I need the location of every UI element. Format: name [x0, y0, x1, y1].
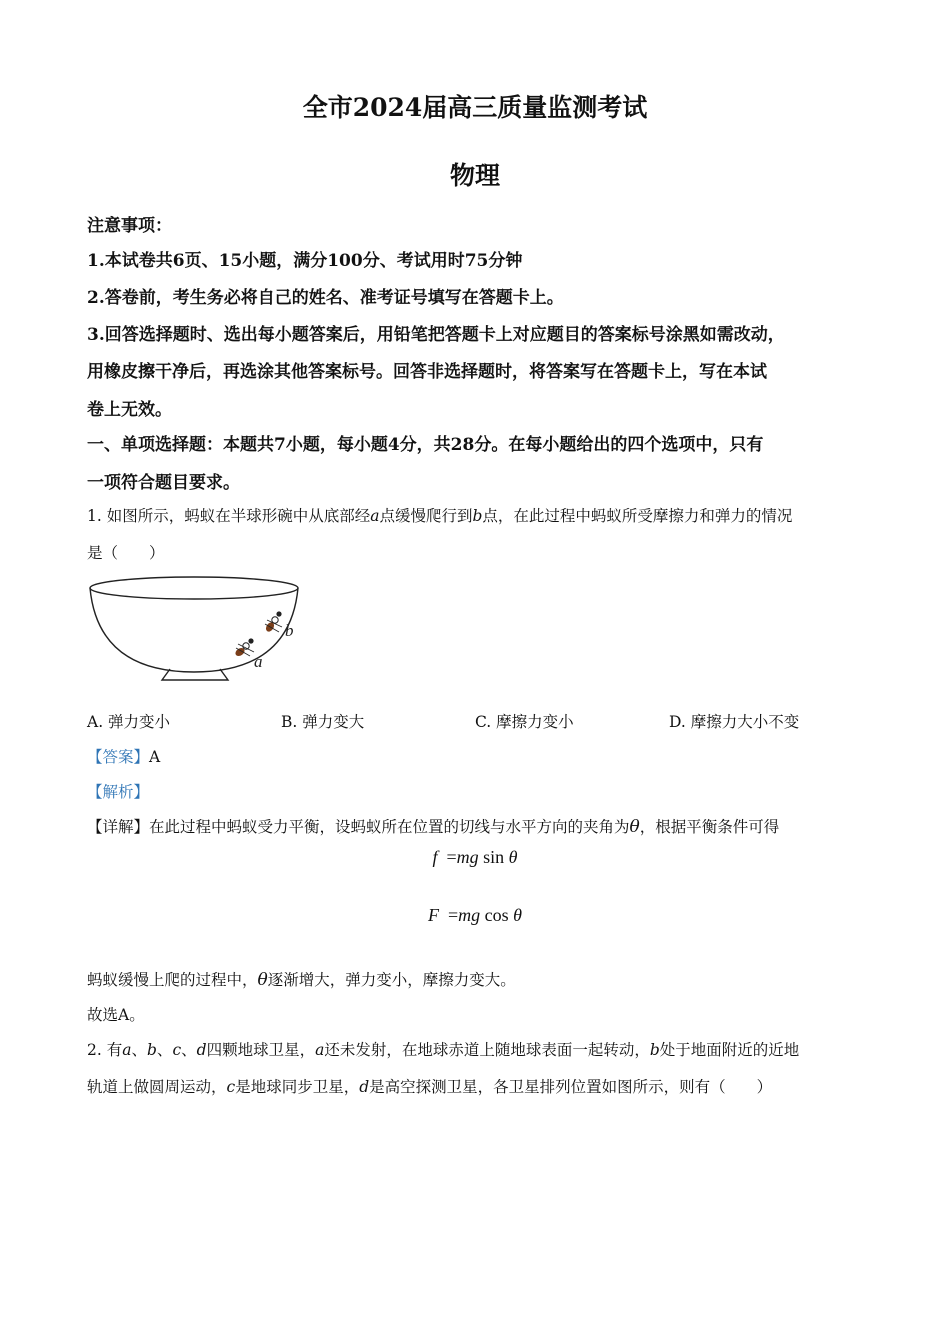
bowl-rim — [90, 577, 298, 599]
notice-heading: 注意事项： — [87, 216, 172, 236]
equation-friction: f =mg sin θ — [432, 847, 518, 867]
analysis-tag: 【解析】 — [87, 783, 150, 801]
section-heading-line-2: 一项符合题目要求。 — [87, 473, 240, 493]
detail-line: 【详解】在此过程中蚂蚁受力平衡，设蚂蚁所在位置的切线与水平方向的夹角为θ，根据平衡条件可得 — [87, 817, 780, 837]
option-a: A. 弹力变小 — [87, 713, 171, 731]
point-b-label: b — [285, 621, 294, 640]
notice-item-3-line-1: 3.回答选择题时、选出每小题答案后，用铅笔把答题卡上对应题目的答案标号涂黑如需改动， — [87, 325, 785, 345]
answer-value: A — [149, 748, 161, 766]
answer-tag: 【答案】 — [87, 748, 150, 766]
subject-title: 物理 — [449, 161, 500, 190]
option-d: D. 摩擦力大小不变 — [669, 713, 800, 731]
detail-tag: 【详解】 — [87, 818, 150, 836]
section-heading-line-1: 一、单项选择题：本题共7小题，每小题4分，共28分。在每小题给出的四个选项中，只有 — [87, 435, 764, 455]
ant-icon-a — [234, 638, 254, 657]
option-c: C. 摩擦力变小 — [475, 713, 574, 731]
answer-line — [87, 745, 160, 767]
bowl-figure — [86, 572, 306, 684]
choice-line: 故选A。 — [87, 1006, 145, 1024]
notice-item-3-line-3: 卷上无效。 — [87, 400, 172, 420]
exam-title: 全市2024届高三质量监测考试 — [302, 93, 648, 122]
question-1-stem-line-2: 是（ ） — [87, 544, 165, 562]
conclusion-line: 蚂蚁缓慢上爬的过程中，θ逐渐增大，弹力变小，摩擦力变大。 — [87, 970, 516, 990]
question-2-line-2: 轨道上做圆周运动，c是地球同步卫星，d是高空探测卫星，各卫星排列位置如图所示，则有（ ） — [87, 1078, 773, 1096]
option-b: B. 弹力变大 — [281, 713, 365, 731]
notice-item-1: 1.本试卷共6页、15小题，满分100分、考试用时75分钟 — [87, 251, 523, 271]
ant-icon-b — [264, 611, 282, 633]
point-a-label: a — [254, 652, 263, 671]
notice-item-3-line-2: 用橡皮擦干净后，再选涂其他答案标号。回答非选择题时，将答案写在答题卡上，写在本试 — [87, 362, 767, 382]
equation-normal-force: F =mg cos θ — [428, 905, 522, 925]
notice-item-2: 2.答卷前，考生务必将自己的姓名、准考证号填写在答题卡上。 — [87, 288, 564, 308]
question-1-stem-line-1: 1. 如图所示，蚂蚁在半球形碗中从底部经a点缓慢爬行到b点，在此过程中蚂蚁所受摩擦力和弹力的情况 — [87, 507, 793, 525]
question-2-line-1: 2. 有a、b、c、d四颗地球卫星，a还未发射，在地球赤道上随地球表面一起转动，b处于地面附近的近地 — [87, 1041, 800, 1059]
